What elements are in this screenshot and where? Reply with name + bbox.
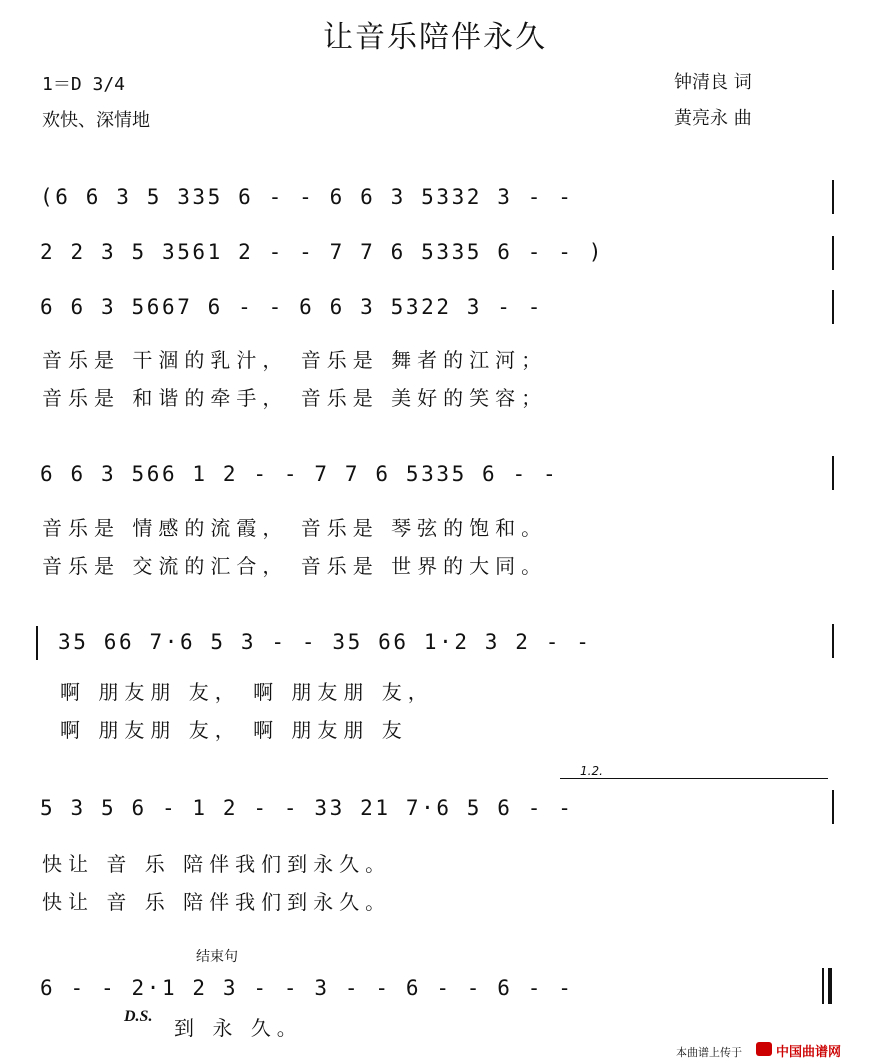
lyric-line-6a: 快让 音 乐 陪伴我们到永久。 bbox=[42, 852, 392, 876]
page-title: 让音乐陪伴永久 bbox=[323, 20, 547, 55]
barline bbox=[832, 624, 834, 658]
lyric-line-5b: 啊 朋友朋 友， 啊 朋友朋 友 bbox=[60, 718, 408, 742]
key-signature: 1＝D 3/4 bbox=[42, 74, 126, 95]
tempo-marking: 欢快、深情地 bbox=[42, 110, 150, 131]
notation-row-5: 35 66 7·6 5 3 - - 35 66 1·2 3 2 - - bbox=[58, 630, 592, 654]
lyric-line-7: 到 永 久。 bbox=[174, 1016, 303, 1040]
barline bbox=[832, 456, 834, 490]
footer-uploaded-text: 本曲谱上传于 bbox=[676, 1046, 742, 1059]
lyric-line-4a: 音乐是 情感的流霞， 音乐是 琴弦的饱和。 bbox=[42, 516, 548, 540]
final-barline-thin bbox=[822, 968, 824, 1004]
notation-row-1: (6 6 3 5 335 6 - - 6 6 3 5332 3 - - bbox=[40, 185, 574, 209]
coda-label: 结束句 bbox=[196, 949, 238, 965]
barline bbox=[832, 790, 834, 824]
barline bbox=[832, 236, 834, 270]
lyric-line-5a: 啊 朋友朋 友， 啊 朋友朋 友， bbox=[60, 680, 434, 704]
barline bbox=[832, 180, 834, 214]
site-logo-icon bbox=[756, 1042, 772, 1056]
notation-row-3: 6 6 3 5667 6 - - 6 6 3 5322 3 - - bbox=[40, 295, 544, 319]
volta-label: 1.2. bbox=[580, 764, 603, 778]
notation-row-6: 5 3 5 6 - 1 2 - - 33 21 7·6 5 6 - - bbox=[40, 796, 574, 820]
lyric-line-4b: 音乐是 交流的汇合， 音乐是 世界的大同。 bbox=[42, 554, 548, 578]
lyric-line-6b: 快让 音 乐 陪伴我们到永久。 bbox=[42, 890, 392, 914]
barline bbox=[832, 290, 834, 324]
lyricist-credit: 钟清良 词 bbox=[674, 72, 752, 93]
repeat-start-barline bbox=[36, 626, 38, 660]
lyric-line-3a: 音乐是 干涸的乳汁， 音乐是 舞者的江河； bbox=[42, 348, 548, 372]
notation-row-4: 6 6 3 566 1 2 - - 7 7 6 5335 6 - - bbox=[40, 462, 559, 486]
notation-row-2: 2 2 3 5 3561 2 - - 7 7 6 5335 6 - - ) bbox=[40, 240, 604, 264]
lyric-line-3b: 音乐是 和谐的牵手， 音乐是 美好的笑容； bbox=[42, 386, 548, 410]
composer-credit: 黄亮永 曲 bbox=[674, 108, 752, 129]
volta-bracket bbox=[560, 778, 828, 779]
footer-site-name[interactable]: 中国曲谱网 bbox=[776, 1045, 842, 1060]
final-barline-thick bbox=[828, 968, 832, 1004]
notation-row-7: 6 - - 2·1 2 3 - - 3 - - 6 - - 6 - - bbox=[40, 976, 574, 1000]
ds-label: D.S. bbox=[124, 1008, 153, 1025]
